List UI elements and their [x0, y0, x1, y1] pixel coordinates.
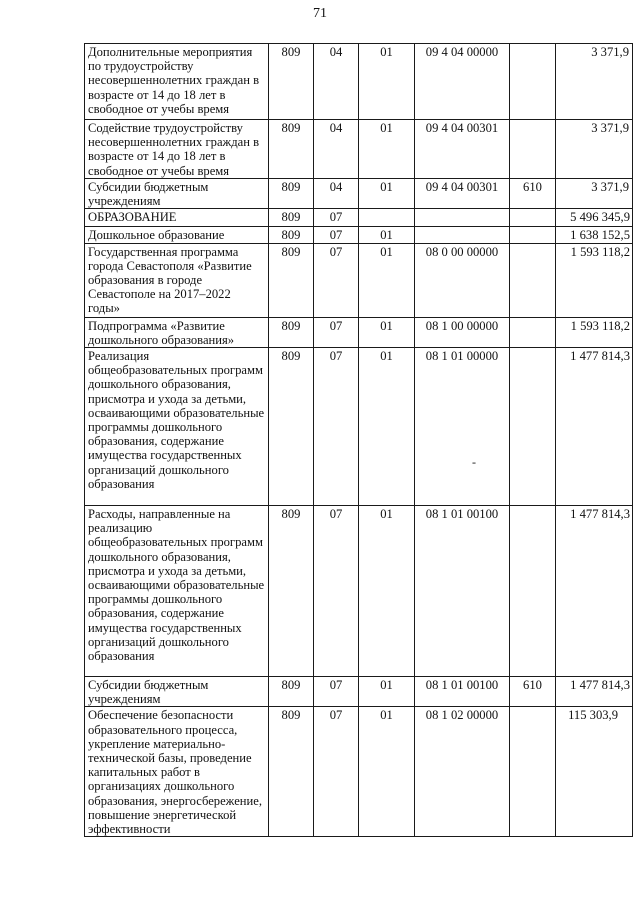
- section-code: 04: [314, 44, 359, 120]
- section-code: 07: [314, 317, 359, 347]
- expense-type-code: [510, 227, 556, 243]
- expense-type-code: 610: [510, 677, 556, 707]
- row-name: Субсидии бюджетным учреждениям: [85, 677, 269, 707]
- subsection-code: 01: [359, 179, 415, 209]
- table-row: [85, 179, 633, 209]
- section-code: 07: [314, 677, 359, 707]
- table-row: [85, 227, 633, 243]
- subsection-code: 01: [359, 227, 415, 243]
- dept-code: 809: [269, 209, 314, 227]
- target-article-code: 09 4 04 00000: [415, 44, 510, 120]
- target-article-code: 08 0 00 00000: [415, 243, 510, 317]
- table-row: [85, 707, 633, 837]
- expense-type-code: [510, 506, 556, 677]
- subsection-code: 01: [359, 120, 415, 179]
- section-code: 07: [314, 506, 359, 677]
- target-article-code: 08 1 01 00100: [415, 506, 510, 677]
- row-name: Расходы, направленные на реализацию общеобразовательных программ дошкольного образования, присмотра и ухода за детьми, осваивающими образовательные программы дошкольного образования, содержание имущества государственных организаций дошкольного образования: [85, 506, 269, 677]
- expense-type-code: [510, 120, 556, 179]
- row-name: Реализация общеобразовательных программ дошкольного образования, присмотра и ухода за детьми, осваивающими образовательные программы дошкольного образования, содержание имущества государственных организаций дошкольного образования: [85, 348, 269, 506]
- expense-type-code: 610: [510, 179, 556, 209]
- subsection-code: 01: [359, 243, 415, 317]
- amount: 3 371,9: [556, 179, 633, 209]
- row-name: Государственная программа города Севастополя «Развитие образования в городе Севастополе на 2017–2022 годы»: [85, 243, 269, 317]
- expense-type-code: [510, 243, 556, 317]
- target-article-code: [415, 227, 510, 243]
- dept-code: 809: [269, 707, 314, 837]
- subsection-code: 01: [359, 506, 415, 677]
- target-article-code: 09 4 04 00301: [415, 179, 510, 209]
- subsection-code: 01: [359, 317, 415, 347]
- table-row: [85, 44, 633, 120]
- target-article-code: 08 1 00 00000: [415, 317, 510, 347]
- amount: 3 371,9: [556, 120, 633, 179]
- amount: 115 303,9: [556, 707, 633, 837]
- amount: 1 477 814,3: [556, 677, 633, 707]
- table-row: [85, 348, 633, 506]
- subsection-code: 01: [359, 707, 415, 837]
- amount: 1 593 118,2: [556, 317, 633, 347]
- row-name: Дошкольное образование: [85, 227, 269, 243]
- dept-code: 809: [269, 227, 314, 243]
- table-row: [85, 677, 633, 707]
- target-article-code: 08 1 01 00100: [415, 677, 510, 707]
- expense-type-code: [510, 44, 556, 120]
- table-row: [85, 243, 633, 317]
- expense-type-code: [510, 348, 556, 506]
- table-row: [85, 209, 633, 227]
- row-name: Субсидии бюджетным учреждениям: [85, 179, 269, 209]
- row-name: Дополнительные мероприятия по трудоустройству несовершеннолетних граждан в возрасте от 14 до 18 лет в свободное от учебы время: [85, 44, 269, 120]
- amount: 1 638 152,5: [556, 227, 633, 243]
- section-code: 04: [314, 120, 359, 179]
- target-article-code: 08 1 02 00000: [415, 707, 510, 837]
- subsection-code: [359, 209, 415, 227]
- table-row: [85, 317, 633, 347]
- stray-dash-mark: -: [472, 455, 476, 469]
- subsection-code: 01: [359, 44, 415, 120]
- amount: 3 371,9: [556, 44, 633, 120]
- row-name: ОБРАЗОВАНИЕ: [85, 209, 269, 227]
- dept-code: 809: [269, 677, 314, 707]
- row-name: Подпрограмма «Развитие дошкольного образования»: [85, 317, 269, 347]
- section-code: 07: [314, 348, 359, 506]
- expense-type-code: [510, 707, 556, 837]
- amount: 1 477 814,3: [556, 506, 633, 677]
- section-code: 07: [314, 209, 359, 227]
- table-row: [85, 506, 633, 677]
- target-article-code: [415, 209, 510, 227]
- expense-type-code: [510, 209, 556, 227]
- dept-code: 809: [269, 506, 314, 677]
- expense-type-code: [510, 317, 556, 347]
- amount: 1 477 814,3: [556, 348, 633, 506]
- target-article-code: 08 1 01 00000: [415, 348, 510, 506]
- dept-code: 809: [269, 44, 314, 120]
- subsection-code: 01: [359, 677, 415, 707]
- page-number: 71: [313, 6, 327, 21]
- target-article-code: 09 4 04 00301: [415, 120, 510, 179]
- section-code: 04: [314, 179, 359, 209]
- section-code: 07: [314, 707, 359, 837]
- dept-code: 809: [269, 348, 314, 506]
- dept-code: 809: [269, 243, 314, 317]
- section-code: 07: [314, 227, 359, 243]
- row-name: Содействие трудоустройству несовершеннолетних граждан в возрасте от 14 до 18 лет в свободное от учебы время: [85, 120, 269, 179]
- budget-table: [84, 43, 633, 837]
- dept-code: 809: [269, 317, 314, 347]
- dept-code: 809: [269, 179, 314, 209]
- amount: 5 496 345,9: [556, 209, 633, 227]
- section-code: 07: [314, 243, 359, 317]
- subsection-code: 01: [359, 348, 415, 506]
- amount: 1 593 118,2: [556, 243, 633, 317]
- row-name: Обеспечение безопасности образовательного процесса, укрепление материально-технической базы, проведение капитальных работ в организациях дошкольного образования, энергосбережение, повышение энергетической эффективности: [85, 707, 269, 837]
- table-row: [85, 120, 633, 179]
- dept-code: 809: [269, 120, 314, 179]
